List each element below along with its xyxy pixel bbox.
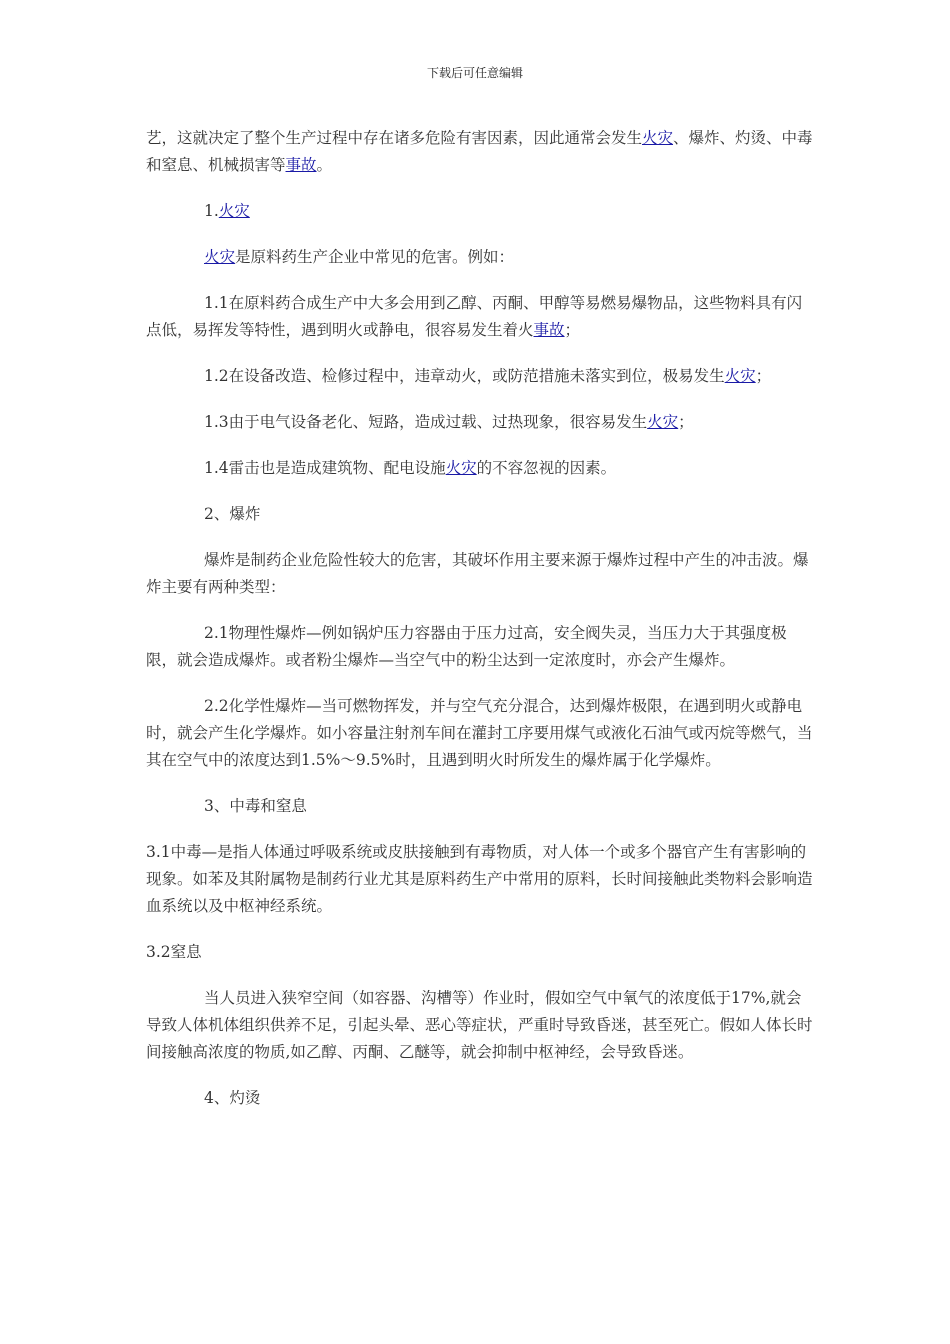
paragraph-explosion-intro: 爆炸是制药企业危险性较大的危害，其破坏作用主要来源于爆炸过程中产生的冲击波。爆炸主要有两种类型：	[146, 551, 809, 596]
fire-link[interactable]: 火灾	[445, 459, 477, 477]
fire-link[interactable]: 火灾	[218, 202, 250, 220]
document-body	[146, 125, 816, 1131]
page-header: 下载后可任意编辑	[426, 66, 523, 80]
paragraph-2-1: 2.1物理性爆炸—例如锅炉压力容器由于压力过高，安全阀失灵，当压力大于其强度极限，就会造成爆炸。或者粉尘爆炸—当空气中的粉尘达到一定浓度时，亦会产生爆炸。	[146, 624, 787, 669]
heading-fire: 1.火灾	[204, 202, 250, 220]
paragraph-1-3: 1.3由于电气设备老化、短路，造成过载、过热现象，很容易发生火灾；	[204, 413, 694, 431]
paragraph-1-4: 1.4雷击也是造成建筑物、配电设施火灾的不容忽视的因素。	[204, 459, 617, 477]
paragraph-suffocation: 当人员进入狭窄空间（如容器、沟槽等）作业时，假如空气中氧气的浓度低于17%,就会导致人体机体组织供养不足，引起头晕、恶心等症状，严重时导致昏迷，甚至死亡。假如人体长时间接触高浓度的物质,如乙醇、丙酮、乙醚等，就会抑制中枢神经，会导致昏迷。	[146, 989, 813, 1061]
heading-poisoning: 3、中毒和窒息	[204, 797, 307, 815]
accident-link[interactable]: 事故	[533, 321, 565, 339]
heading-burns: 4、灼烫	[204, 1089, 261, 1107]
paragraph-1-1: 1.1在原料药合成生产中大多会用到乙醇、丙酮、甲醇等易燃易爆物品，这些物料具有闪点低，易挥发等特性，遇到明火或静电，很容易发生着火事故；	[146, 294, 803, 339]
fire-link[interactable]: 火灾	[204, 248, 236, 266]
heading-3-2: 3.2窒息	[146, 943, 202, 961]
fire-link[interactable]: 火灾	[647, 413, 679, 431]
paragraph-2-2: 2.2化学性爆炸—当可燃物挥发，并与空气充分混合，达到爆炸极限，在遇到明火或静电时，就会产生化学爆炸。如小容量注射剂车间在灌封工序要用煤气或液化石油气或丙烷等燃气，当其在空气中的浓度达到1.5%～9.5%时，且遇到明火时所发生的爆炸属于化学爆炸。	[146, 697, 813, 769]
paragraph-intro: 艺，这就决定了整个生产过程中存在诸多危险有害因素，因此通常会发生火灾、爆炸、灼烫、中毒和窒息、机械损害等事故。	[146, 129, 813, 174]
heading-explosion: 2、爆炸	[204, 505, 261, 523]
fire-link[interactable]: 火灾	[724, 367, 756, 385]
paragraph-1-2: 1.2在设备改造、检修过程中，违章动火，或防范措施未落实到位，极易发生火灾；	[204, 367, 772, 385]
paragraph-fire-intro: 火灾是原料药生产企业中常见的危害。例如：	[204, 248, 515, 266]
fire-link[interactable]: 火灾	[642, 129, 674, 147]
paragraph-3-1: 3.1中毒—是指人体通过呼吸系统或皮肤接触到有毒物质，对人体一个或多个器官产生有害影响的现象。如苯及其附属物是制药行业尤其是原料药生产中常用的原料，长时间接触此类物料会影响造血系统以及中枢神经系统。	[146, 843, 813, 915]
accident-link[interactable]: 事故	[285, 156, 317, 174]
